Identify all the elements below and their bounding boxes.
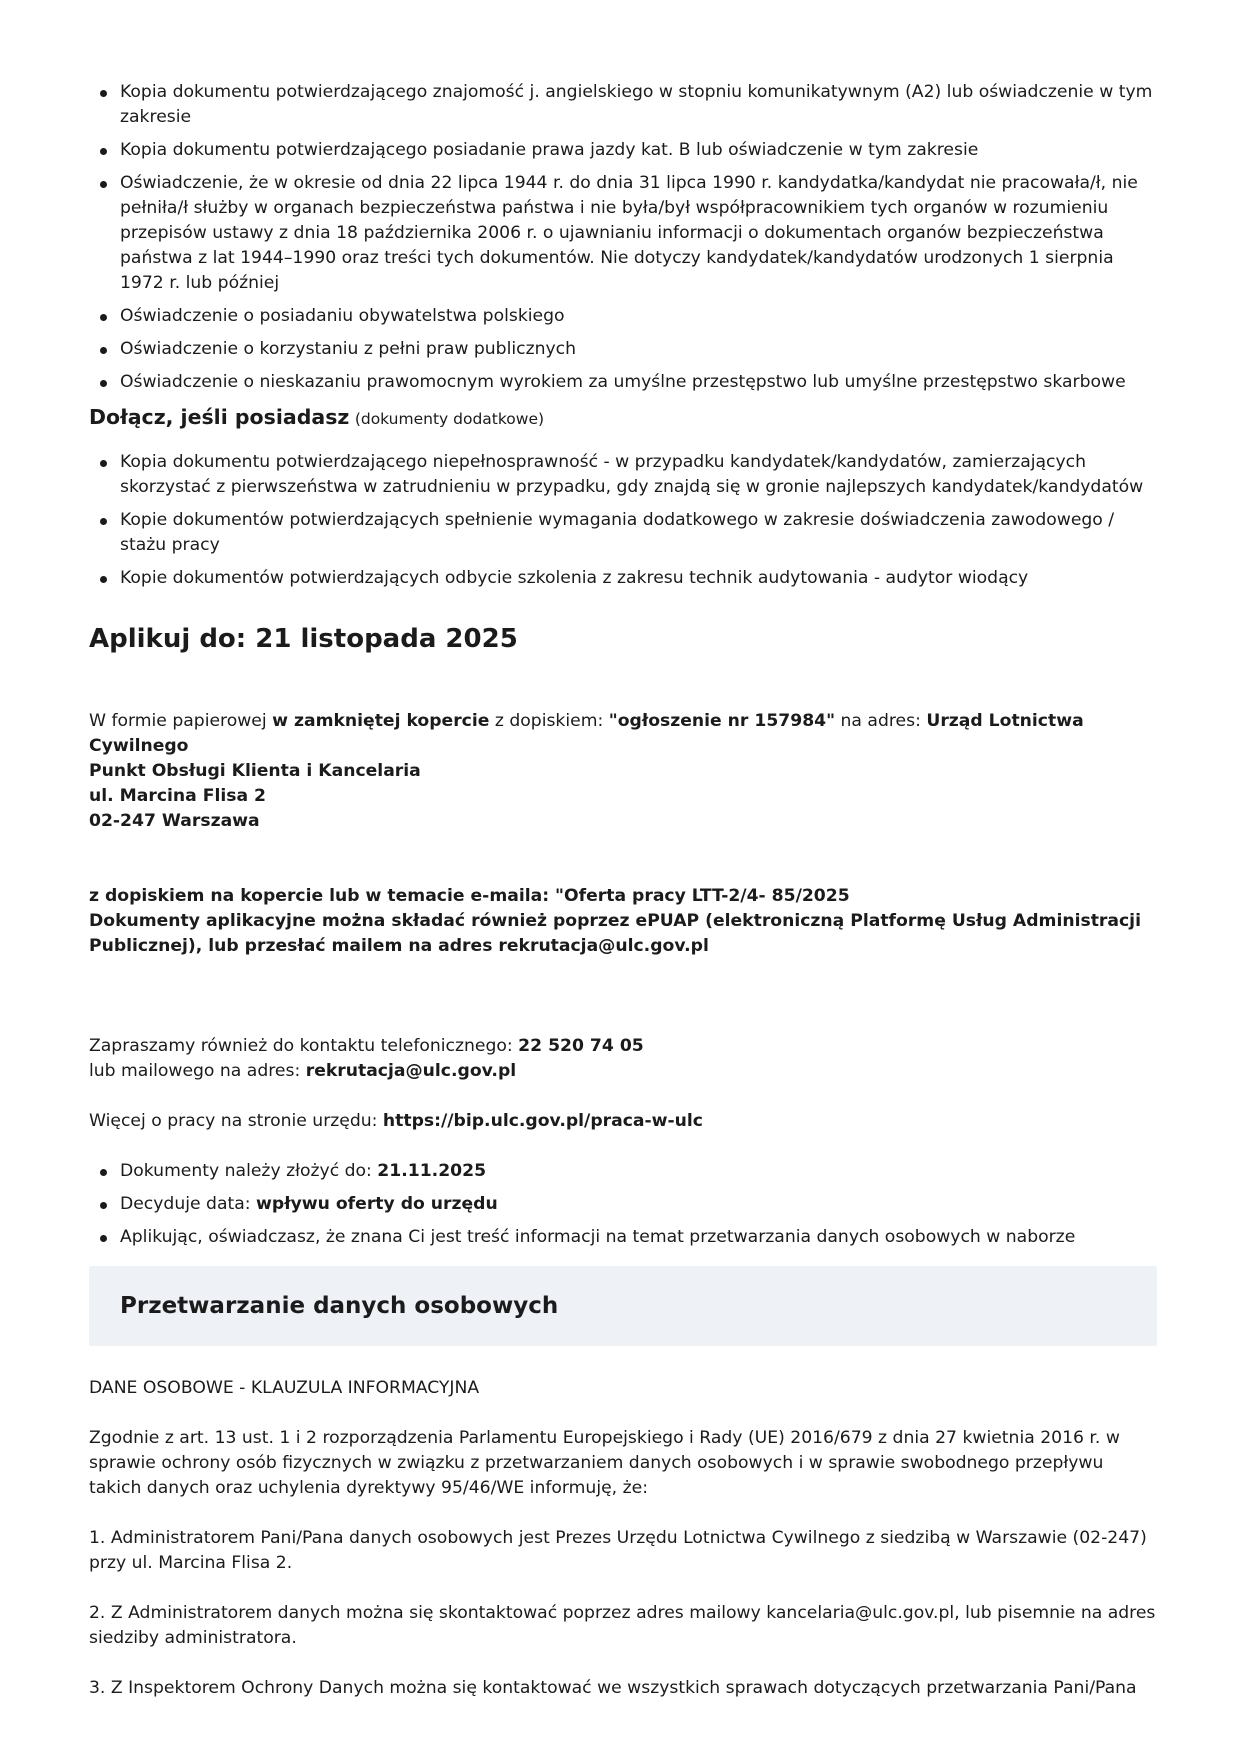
note-line: z dopiskiem na kopercie lub w temacie e-maila: "Oferta pracy LTT-2/4- 85/2025	[89, 886, 850, 906]
gdpr-paragraph: 3. Z Inspektorem Ochrony Danych można się kontaktować we wszystkich sprawach dotyczących przetwarzania Pani/Pana	[89, 1678, 1137, 1698]
more-info	[89, 1109, 1157, 1134]
content	[89, 80, 1157, 1726]
list-item	[89, 1159, 1157, 1184]
optional-title: Dołącz, jeśli posiadasz	[89, 405, 350, 429]
item-label: Aplikując, oświadczasz, że znana Ci jest treść informacji na temat przetwarzania danych osobowych w naborze	[120, 1227, 1076, 1247]
mail-label: lub mailowego na adres:	[89, 1061, 306, 1081]
phone-label: Zapraszamy również do kontaktu telefonicznego:	[89, 1036, 519, 1056]
form-addr-intro: na adres:	[835, 711, 927, 731]
gdpr-paragraph: 1. Administratorem Pani/Pana danych osobowych jest Prezes Urzędu Lotnictwa Cywilnego z siedzibą w Warszawie (02-247) przy ul. Marcina Flisa 2.	[89, 1528, 1147, 1573]
gdpr-heading: Przetwarzanie danych osobowych	[120, 1292, 559, 1319]
list-item: Kopie dokumentów potwierdzających odbycie szkolenia z zakresu technik audytowania - audytor wiodący	[89, 566, 1157, 591]
list-item: Oświadczenie, że w okresie od dnia 22 lipca 1944 r. do dnia 31 lipca 1990 r. kandydatka/kandydat nie pracowała/ł, nie pełniła/ł służby w organach bezpieczeństwa państwa i nie była/był współpracownikiem tych organów w rozumieniu przepisów ustawy z dnia 18 października 2006 r. o ujawnianiu informacji o dokumentach organów bezpieczeństwa państwa z lat 1944–1990 oraz treści tych dokumentów. Nie dotyczy kandydatek/kandydatów urodzonych 1 sierpnia 1972 r. lub później	[89, 171, 1157, 296]
list-item: Oświadczenie o korzystaniu z pełni praw publicznych	[89, 337, 1157, 362]
list-item: Kopia dokumentu potwierdzającego posiadanie prawa jazdy kat. B lub oświadczenie w tym zakresie	[89, 138, 1157, 163]
item-value: wpływu oferty do urzędu	[256, 1194, 498, 1214]
form-bold: w zamkniętej kopercie	[272, 711, 490, 731]
form-intro: W formie papierowej	[89, 711, 273, 731]
contact-info	[89, 1034, 1157, 1084]
item-label: Decyduje data:	[120, 1194, 257, 1214]
gdpr-section-header	[89, 1266, 1157, 1346]
apply-deadline-heading: Aplikuj do: 21 listopada 2025	[89, 624, 518, 654]
clause-title: DANE OSOBOWE - KLAUZULA INFORMACYJNA	[89, 1378, 480, 1398]
paper-form-instructions	[89, 709, 1157, 834]
address-line: ul. Marcina Flisa 2	[89, 786, 267, 806]
address-line: 02-247 Warszawa	[89, 811, 260, 831]
list-item	[89, 1225, 1157, 1250]
required-docs-list	[89, 80, 1157, 395]
optional-docs-list	[89, 450, 1157, 591]
list-item: Kopia dokumentu potwierdzającego znajomość j. angielskiego w stopniu komunikatywnym (A2) lub oświadczenie w tym zakresie	[89, 80, 1157, 130]
more-link[interactable]: https://bip.ulc.gov.pl/praca-w-ulc	[382, 1111, 703, 1131]
list-item: Oświadczenie o posiadaniu obywatelstwa polskiego	[89, 304, 1157, 329]
list-item: Kopie dokumentów potwierdzających spełnienie wymagania dodatkowego w zakresie doświadczenia zawodowego / stażu pracy	[89, 508, 1157, 558]
address-line: Punkt Obsługi Klienta i Kancelaria	[89, 761, 421, 781]
gdpr-paragraph: 2. Z Administratorem danych można się skontaktować poprzez adres mailowy kancelaria@ulc.gov.pl, lub pisemnie na adres siedziby administratora.	[89, 1603, 1156, 1648]
contact-email: rekrutacja@ulc.gov.pl	[305, 1061, 517, 1081]
envelope-note	[89, 884, 1157, 959]
more-label: Więcej o pracy na stronie urzędu:	[89, 1111, 383, 1131]
list-item: Kopia dokumentu potwierdzającego niepełnosprawność - w przypadku kandydatek/kandydatów, zamierzających skorzystać z pierwszeństwa w zatrudnieniu w przypadku, gdy znajdą się w gronie najlepszych kandydatek/kandydatów	[89, 450, 1157, 500]
phone-number: 22 520 74 05	[518, 1036, 644, 1056]
item-label: Dokumenty należy złożyć do:	[120, 1161, 378, 1181]
optional-heading	[89, 405, 1157, 432]
gdpr-intro: Zgodnie z art. 13 ust. 1 i 2 rozporządzenia Parlamentu Europejskiego i Rady (UE) 2016/679 z dnia 27 kwietnia 2016 r. w sprawie ochrony osób fizycznych w związku z przetwarzaniem danych osobowych i w sprawie swobodnego przepływu takich danych oraz uchylenia dyrektywy 95/46/WE informuję, że:	[89, 1428, 1120, 1498]
form-quote: "ogłoszenie nr 157984"	[608, 711, 836, 731]
form-mid: z dopiskiem:	[489, 711, 609, 731]
list-item: Oświadczenie o nieskazaniu prawomocnym wyrokiem za umyślne przestępstwo lub umyślne przestępstwo skarbowe	[89, 370, 1157, 395]
list-item	[89, 1192, 1157, 1217]
optional-subtitle: (dokumenty dodatkowe)	[354, 410, 545, 428]
note-line: Dokumenty aplikacyjne można składać również poprzez ePUAP (elektroniczną Platformę Usług Administracji Publicznej), lub przesłać mailem na adres rekrutacja@ulc.gov.pl	[89, 911, 1141, 956]
item-value: 21.11.2025	[377, 1161, 487, 1181]
deadline-list	[89, 1159, 1157, 1250]
address-line: Urząd Lotnictwa Cywilnego	[89, 711, 1084, 756]
